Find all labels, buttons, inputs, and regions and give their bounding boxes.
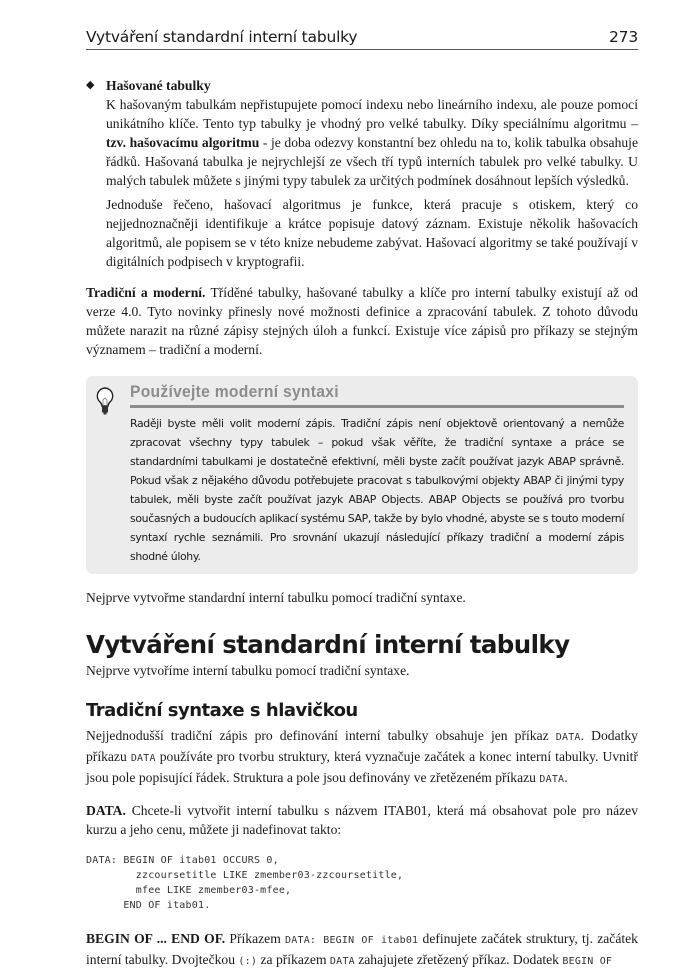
page-number: 273: [609, 28, 638, 46]
inline-code: DATA: [555, 732, 581, 743]
inline-code: DATA: [329, 956, 355, 967]
text-segment: používáte pro tvorbu struktury, která vyznačuje začátek a konec interní tabulky. Uvnitř jsou pole popisující řádek. Struktura a pole jsou definovány ve zřetězeném příkazu: [86, 749, 638, 785]
running-header-title: Vytváření standardní interní tabulky: [86, 28, 358, 46]
diamond-bullet-icon: ◆: [86, 79, 95, 91]
text-segment: za příkazem: [257, 952, 330, 967]
paragraph-data: [86, 801, 638, 839]
tip-title: Používejte moderní syntaxi: [130, 382, 624, 408]
text-segment: Tříděné tabulky, hašované tabulky a klíče pro interní tabulky existují až od verze 4.0. Tyto novinky přinesly nové možnosti definice a zpracování tabulek. Z tohoto důvodu můžete narazit na různé zápisy stejných úloh a funkcí. Existuje více zápisů pro příkazy se stejným významem – tradiční a moderní.: [86, 285, 638, 357]
inline-code: DATA: BEGIN OF itab01: [285, 935, 419, 946]
code-block: DATA: BEGIN OF itab01 OCCURS 0, zzcoursetitle LIKE zmember03-zzcoursetitle, mfee LIKE zmember03-mfee, END OF itab01.: [86, 855, 404, 911]
bullet-paragraph-2: Jednoduše řečeno, hašovací algoritmus je funkce, která pracuje s otiskem, který co nejjednoznačněji identifikuje a krátce popisuje datový záznam. Existuje několik hašovacích algoritmů, ale popisem se v této knize nebudeme zabývat. Hašovací algoritmy se také používají v digitálních podpisech v kryptografii.: [106, 197, 638, 269]
section-subtext: Nejprve vytvoříme interní tabulku pomocí tradiční syntaxe.: [86, 663, 410, 678]
inline-code: (:): [238, 956, 258, 967]
text-segment: - je doba odezvy konstantní bez ohledu na to, kolik tabulka obsahuje řádků. Hašovaná tabulka je nejrychlejší ze všech tří typů interních tabulek pro velké tabulky. U malých tabulek můžete s jinými typy tabulek za určitých podmínek dosáhnout lepších výsledků.: [106, 135, 638, 188]
inline-code: DATA: [539, 774, 565, 785]
text-segment: Chcete-li vytvořit interní tabulku s názvem ITAB01, která má obsahovat pole pro název kurzu a jeho cenu, můžete ji nadefinovat takto:: [86, 803, 638, 837]
book-page: [86, 28, 638, 971]
subsection-heading: Tradiční syntaxe s hlavičkou: [86, 700, 358, 721]
text-segment: zahajujete zřetězený příkaz. Dodatek: [354, 952, 563, 967]
paragraph-traditional-modern: [86, 283, 638, 359]
section-heading: Vytváření standardní interní tabulky: [86, 630, 570, 659]
running-header: [86, 28, 638, 50]
paragraph-simplest: [86, 726, 638, 789]
paragraph-lead: Tradiční a moderní.: [86, 285, 206, 300]
lightbulb-icon: [94, 386, 116, 416]
paragraph-begin-end: [86, 929, 638, 971]
bullet-heading: Hašované tabulky: [106, 78, 211, 93]
text-segment: Příkazem: [225, 931, 286, 946]
bullet-item-hashed-tables: [86, 76, 638, 271]
text-segment: .: [564, 770, 568, 785]
paragraph-intro: Nejprve vytvořme standardní interní tabulku pomocí tradiční syntaxe.: [86, 590, 466, 605]
text-segment: K hašovaným tabulkám nepřistupujete pomocí indexu nebo lineárního indexu, ale pouze pomocí unikátního klíče. Tento typ tabulky je vhodný pro velké tabulky. Díky speciálnímu algoritmu –: [106, 97, 638, 131]
text-segment: definujete začátek struktury, tj. začátek interní tabulky. Dvojtečkou: [86, 931, 638, 967]
text-segment: Nejjednodušší tradiční zápis pro definování interní tabulky obsahuje jen příkaz: [86, 728, 556, 743]
tip-box: [86, 376, 638, 574]
bullet-paragraph-1: [106, 95, 638, 190]
inline-code: BEGIN OF: [562, 956, 613, 967]
tip-text: Raději byste měli volit moderní zápis. Tradiční zápis není objektově orientovaný a nemůže zpracovat všechny typy tabulek – pokud však věříte, že tradiční syntaxe a práce se standardními tabulkami je dostatečně efektivní, měli byste začít používat jazyk ABAP správně. Pokud však z nějakého důvodu potřebujete pracovat s tabulkovými objekty ABAP či jinými typy tabulek, měli byste začít používat jazyk ABAP Objects. ABAP Objects se používá pro tvorbu současných a budoucích aplikací systému SAP, takže by bylo vhodné, abyste se s touto moderní syntaxí rychle seznámili. Pro srovnání ukazují následující příkazy tradiční a moderní zápis shodné úlohy.: [130, 417, 624, 563]
paragraph-lead: DATA.: [86, 803, 126, 818]
inline-code: DATA: [130, 753, 156, 764]
text-segment: . Dodatky příkazu: [86, 728, 638, 764]
paragraph-lead: BEGIN OF ... END OF.: [86, 931, 226, 946]
bold-term: tzv. hašovacímu algoritmu: [106, 135, 260, 150]
